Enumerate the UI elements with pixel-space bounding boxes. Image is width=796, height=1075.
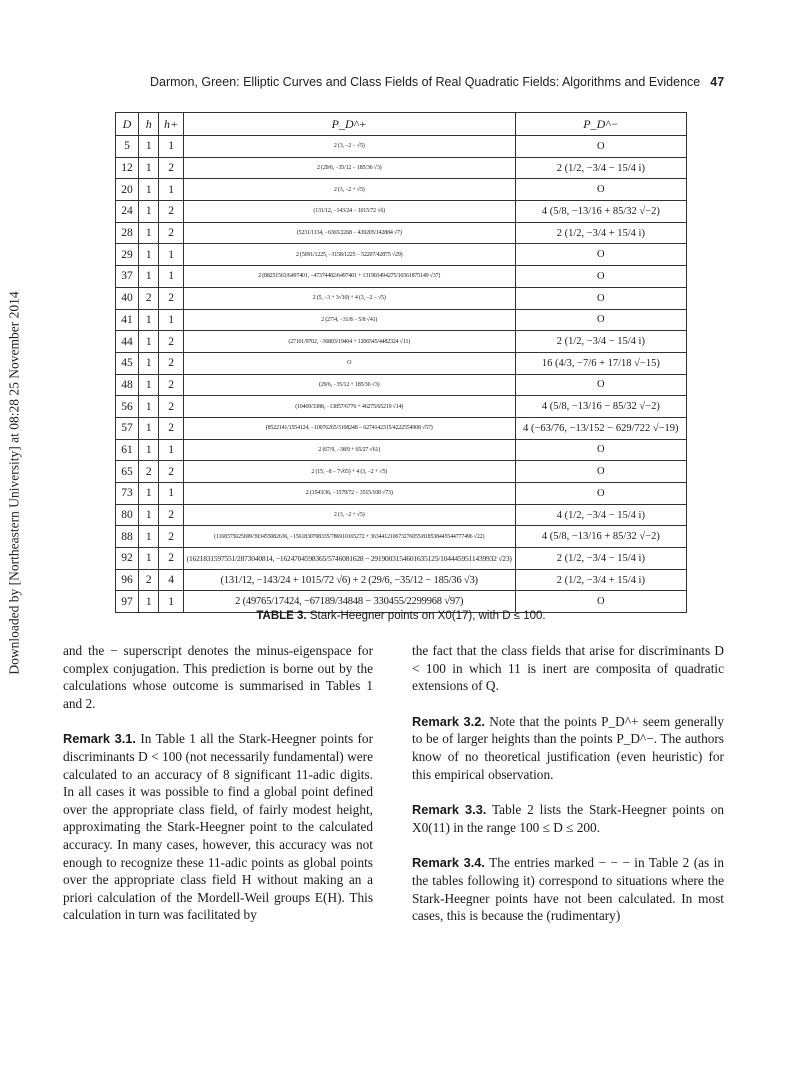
cell-h-plus: 2 xyxy=(159,331,183,353)
cell-p-plus: 2 (27/4, −31/8 − 5/8 √41) xyxy=(183,309,515,331)
cell-h: 1 xyxy=(139,417,159,439)
download-note xyxy=(2,270,28,695)
cell-h: 1 xyxy=(139,483,159,505)
cell-d: 97 xyxy=(116,591,139,613)
page-number: 47 xyxy=(710,75,725,89)
cell-p-plus: 2 (5, −3 + 3√10) + 4 (3, −2 − √5) xyxy=(183,287,515,309)
cell-p-minus: O xyxy=(515,266,686,288)
cell-h-plus: 2 xyxy=(159,417,183,439)
cell-d: 29 xyxy=(116,244,139,266)
remark-3-2-label: Remark 3.2. xyxy=(412,713,485,729)
cell-h: 1 xyxy=(139,136,159,158)
cell-d: 5 xyxy=(116,136,139,158)
cell-h-plus: 1 xyxy=(159,591,183,613)
cell-p-minus: 4 (5/8, −13/16 + 85/32 √−2) xyxy=(515,526,686,548)
cell-h-plus: 2 xyxy=(159,374,183,396)
cell-h: 1 xyxy=(139,374,159,396)
table-row xyxy=(116,526,687,548)
header-h: h xyxy=(139,113,159,136)
cell-p-minus: 4 (−63/76, −13/152 − 629/722 √−19) xyxy=(515,417,686,439)
cell-d: 88 xyxy=(116,526,139,548)
left-column xyxy=(63,642,373,924)
cell-p-minus: 2 (1/2, −3/4 − 15/4 i) xyxy=(515,331,686,353)
cell-h: 1 xyxy=(139,352,159,374)
cell-d: 44 xyxy=(116,331,139,353)
table-row xyxy=(116,179,687,201)
cell-h: 1 xyxy=(139,396,159,418)
cell-h: 1 xyxy=(139,222,159,244)
cell-h-plus: 2 xyxy=(159,504,183,526)
cell-p-minus: O xyxy=(515,136,686,158)
cell-p-minus: O xyxy=(515,374,686,396)
cell-d: 61 xyxy=(116,439,139,461)
table-row xyxy=(116,222,687,244)
cell-h-plus: 2 xyxy=(159,352,183,374)
cell-p-plus: (1168375625699/393455082636, −1561830708335/786910165272 + 363441210673276055/818538445544777496 √22) xyxy=(183,526,515,548)
cell-p-plus: O xyxy=(183,352,515,374)
table-row xyxy=(116,548,687,570)
table-row xyxy=(116,331,687,353)
cell-d: 24 xyxy=(116,201,139,223)
cell-d: 73 xyxy=(116,483,139,505)
cell-d: 45 xyxy=(116,352,139,374)
header-h-plus: h+ xyxy=(159,113,183,136)
cell-p-minus: 2 (1/2, −3/4 − 15/4 i) xyxy=(515,548,686,570)
cell-h-plus: 1 xyxy=(159,244,183,266)
cell-p-plus: 2 (5091/1225, −3158/1225 − 52207/42875 √29) xyxy=(183,244,515,266)
cell-p-plus: (1621831597551/2873040814, −1624704598365/5746081628 − 2919003154601635125/1044459511439932 √23) xyxy=(183,548,515,570)
cell-h: 1 xyxy=(139,309,159,331)
table-caption xyxy=(115,610,687,622)
cell-h-plus: 4 xyxy=(159,569,183,591)
cell-p-plus: 2 (49765/17424, −67189/34848 − 330455/2299968 √97) xyxy=(183,591,515,613)
remark-3-2-text: Note that the points P_D^+ seem generally to be of larger heights than the points P_D^−. The authors know of no theoretical justification (even heuristic) for this empirical observation. xyxy=(412,713,724,782)
table-row xyxy=(116,352,687,374)
table-row xyxy=(116,374,687,396)
header-d: D xyxy=(116,113,139,136)
cell-h-plus: 2 xyxy=(159,461,183,483)
header-p-plus: P_D^+ xyxy=(183,113,515,136)
cell-h: 1 xyxy=(139,591,159,613)
cell-p-minus: O xyxy=(515,244,686,266)
cell-d: 37 xyxy=(116,266,139,288)
cell-h: 2 xyxy=(139,461,159,483)
cell-d: 65 xyxy=(116,461,139,483)
cell-d: 20 xyxy=(116,179,139,201)
cell-p-minus: O xyxy=(515,461,686,483)
running-header xyxy=(150,75,725,89)
cell-h: 2 xyxy=(139,569,159,591)
cell-h-plus: 2 xyxy=(159,222,183,244)
cell-d: 28 xyxy=(116,222,139,244)
cell-d: 41 xyxy=(116,309,139,331)
cell-p-minus: 2 (1/2, −3/4 − 15/4 i) xyxy=(515,157,686,179)
cell-d: 56 xyxy=(116,396,139,418)
cell-p-plus: 2 (15, −8 − 7√65) + 4 (3, −2 + √5) xyxy=(183,461,515,483)
cell-p-plus: (8522141/1554124, −10076265/3108248 − 6274142315/4222554908 √57) xyxy=(183,417,515,439)
cell-d: 92 xyxy=(116,548,139,570)
table-row xyxy=(116,244,687,266)
cell-h: 1 xyxy=(139,179,159,201)
paragraph-continuation: and the − superscript denotes the minus-eigenspace for complex conjugation. This prediction is borne out by the calculations whose outcome is summarised in Tables 1 and 2. xyxy=(63,643,373,711)
table-row xyxy=(116,266,687,288)
table-header-row xyxy=(116,113,687,136)
table-row xyxy=(116,157,687,179)
right-column xyxy=(412,642,724,925)
table-row xyxy=(116,309,687,331)
cell-h-plus: 1 xyxy=(159,136,183,158)
remark-3-3-label: Remark 3.3. xyxy=(412,802,487,818)
cell-p-plus: 2 (29/6, −35/12 − 185/36 √3) xyxy=(183,157,515,179)
remark-3-3 xyxy=(412,801,724,836)
caption-label: TABLE 3. xyxy=(256,610,307,622)
cell-d: 12 xyxy=(116,157,139,179)
cell-h: 1 xyxy=(139,504,159,526)
remark-3-2 xyxy=(412,713,724,783)
table-row xyxy=(116,201,687,223)
cell-p-plus: (29/6, −35/12 + 185/36 √3) xyxy=(183,374,515,396)
cell-p-plus: 2 (3, −2 + √5) xyxy=(183,179,515,201)
cell-p-plus: (131/12, −143/24 − 1015/72 √6) xyxy=(183,201,515,223)
cell-p-plus: 2 (67/9, −38/9 + 65/27 √61) xyxy=(183,439,515,461)
cell-h-plus: 1 xyxy=(159,439,183,461)
cell-d: 80 xyxy=(116,504,139,526)
cell-h-plus: 2 xyxy=(159,157,183,179)
remark-3-4-label: Remark 3.4. xyxy=(412,855,485,871)
cell-h-plus: 1 xyxy=(159,179,183,201)
cell-h-plus: 2 xyxy=(159,526,183,548)
cell-p-minus: 4 (1/2, −3/4 − 15/4 i) xyxy=(515,504,686,526)
cell-p-minus: O xyxy=(515,309,686,331)
cell-d: 96 xyxy=(116,569,139,591)
cell-p-minus: 4 (5/8, −13/16 − 85/32 √−2) xyxy=(515,396,686,418)
cell-p-plus: (10469/3388, −13857/6776 + 46275/65219 √14) xyxy=(183,396,515,418)
cell-p-plus: 2 (3, −2 + √5) xyxy=(183,504,515,526)
cell-h-plus: 1 xyxy=(159,483,183,505)
cell-h: 1 xyxy=(139,331,159,353)
cell-h: 1 xyxy=(139,157,159,179)
table-row xyxy=(116,504,687,526)
cell-h: 1 xyxy=(139,439,159,461)
cell-d: 48 xyxy=(116,374,139,396)
cell-h: 1 xyxy=(139,201,159,223)
cell-h: 1 xyxy=(139,548,159,570)
cell-p-minus: 4 (5/8, −13/16 + 85/32 √−2) xyxy=(515,201,686,223)
table-row xyxy=(116,136,687,158)
cell-h-plus: 2 xyxy=(159,201,183,223)
header-p-minus: P_D^− xyxy=(515,113,686,136)
table-row xyxy=(116,461,687,483)
cell-h-plus: 1 xyxy=(159,266,183,288)
stark-heegner-table xyxy=(115,112,687,613)
cell-h: 1 xyxy=(139,526,159,548)
cell-p-minus: 2 (1/2, −3/4 + 15/4 i) xyxy=(515,222,686,244)
table-row xyxy=(116,417,687,439)
cell-p-minus: O xyxy=(515,483,686,505)
download-note-text: Downloaded by [Northeastern University] at 08:28 25 November 2014 xyxy=(7,290,23,675)
caption-text: Stark-Heegner points on X0(17), with D ≤ 100. xyxy=(309,610,546,622)
table-row xyxy=(116,439,687,461)
cell-p-minus: O xyxy=(515,439,686,461)
remark-3-4-text: The entries marked − − − in Table 2 (as in the tables following it) correspond to situations where the Stark-Heegner points have not been calculated. In most cases, this is because the (rudimentary) xyxy=(412,855,724,924)
table-row xyxy=(116,569,687,591)
cell-p-minus: O xyxy=(515,287,686,309)
cell-h: 1 xyxy=(139,266,159,288)
cell-d: 57 xyxy=(116,417,139,439)
remark-3-1-text: In Table 1 all the Stark-Heegner points for discriminants D < 100 (not necessarily fundamental) were calculated to an accuracy of 8 significant 11-adic digits. In all cases it was possible to find a global point defined over the appropriate class field, of fairly modest height, approximating the Stark-Heegner point to the calculated accuracy. In many cases, however, this accuracy was not enough to recognize these 11-adic points as global points over the appropriate class field H without making an a priori calculation of the Mordell-Weil groups E(H). This calculation in turn was facilitated by xyxy=(63,731,374,923)
cell-h: 1 xyxy=(139,244,159,266)
cell-h-plus: 2 xyxy=(159,287,183,309)
cell-p-plus: 2 (88251563/6497401, −47374482/6497401 + 131903494275/16561875149 √37) xyxy=(183,266,515,288)
remark-3-3-text: Table 2 lists the Stark-Heegner points on X0(11) in the range 100 ≤ D ≤ 200. xyxy=(412,802,724,835)
table-row xyxy=(116,396,687,418)
table-row xyxy=(116,483,687,505)
cell-p-minus: O xyxy=(515,179,686,201)
cell-p-plus: (5231/1134, −6365/2268 − 439205/142884 √7) xyxy=(183,222,515,244)
paragraph-right-continuation: the fact that the class fields that arise for discriminants D < 100 in which 11 is inert are composita of quadratic extensions of Q. xyxy=(412,643,724,694)
remark-3-1-label: Remark 3.1. xyxy=(63,731,136,747)
cell-h-plus: 1 xyxy=(159,309,183,331)
remark-3-4 xyxy=(412,854,724,924)
table-row xyxy=(116,287,687,309)
remark-3-1 xyxy=(63,730,373,924)
table-body xyxy=(116,136,687,613)
cell-h: 2 xyxy=(139,287,159,309)
cell-d: 40 xyxy=(116,287,139,309)
cell-p-plus: 2 (1543/36, −1579/72 − 3515/108 √73) xyxy=(183,483,515,505)
cell-p-minus: O xyxy=(515,591,686,613)
cell-p-plus: (131/12, −143/24 + 1015/72 √6) + 2 (29/6, −35/12 − 185/36 √3) xyxy=(183,569,515,591)
cell-p-minus: 2 (1/2, −3/4 + 15/4 i) xyxy=(515,569,686,591)
cell-p-plus: 2 (3, −2 − √5) xyxy=(183,136,515,158)
cell-p-minus: 16 (4/3, −7/6 + 17/18 √−15) xyxy=(515,352,686,374)
cell-h-plus: 2 xyxy=(159,548,183,570)
cell-h-plus: 2 xyxy=(159,396,183,418)
running-title: Darmon, Green: Elliptic Curves and Class Fields of Real Quadratic Fields: Algorithms and Evidence xyxy=(150,75,701,89)
cell-p-plus: (27101/9702, −36803/19404 + 1206545/4482324 √11) xyxy=(183,331,515,353)
